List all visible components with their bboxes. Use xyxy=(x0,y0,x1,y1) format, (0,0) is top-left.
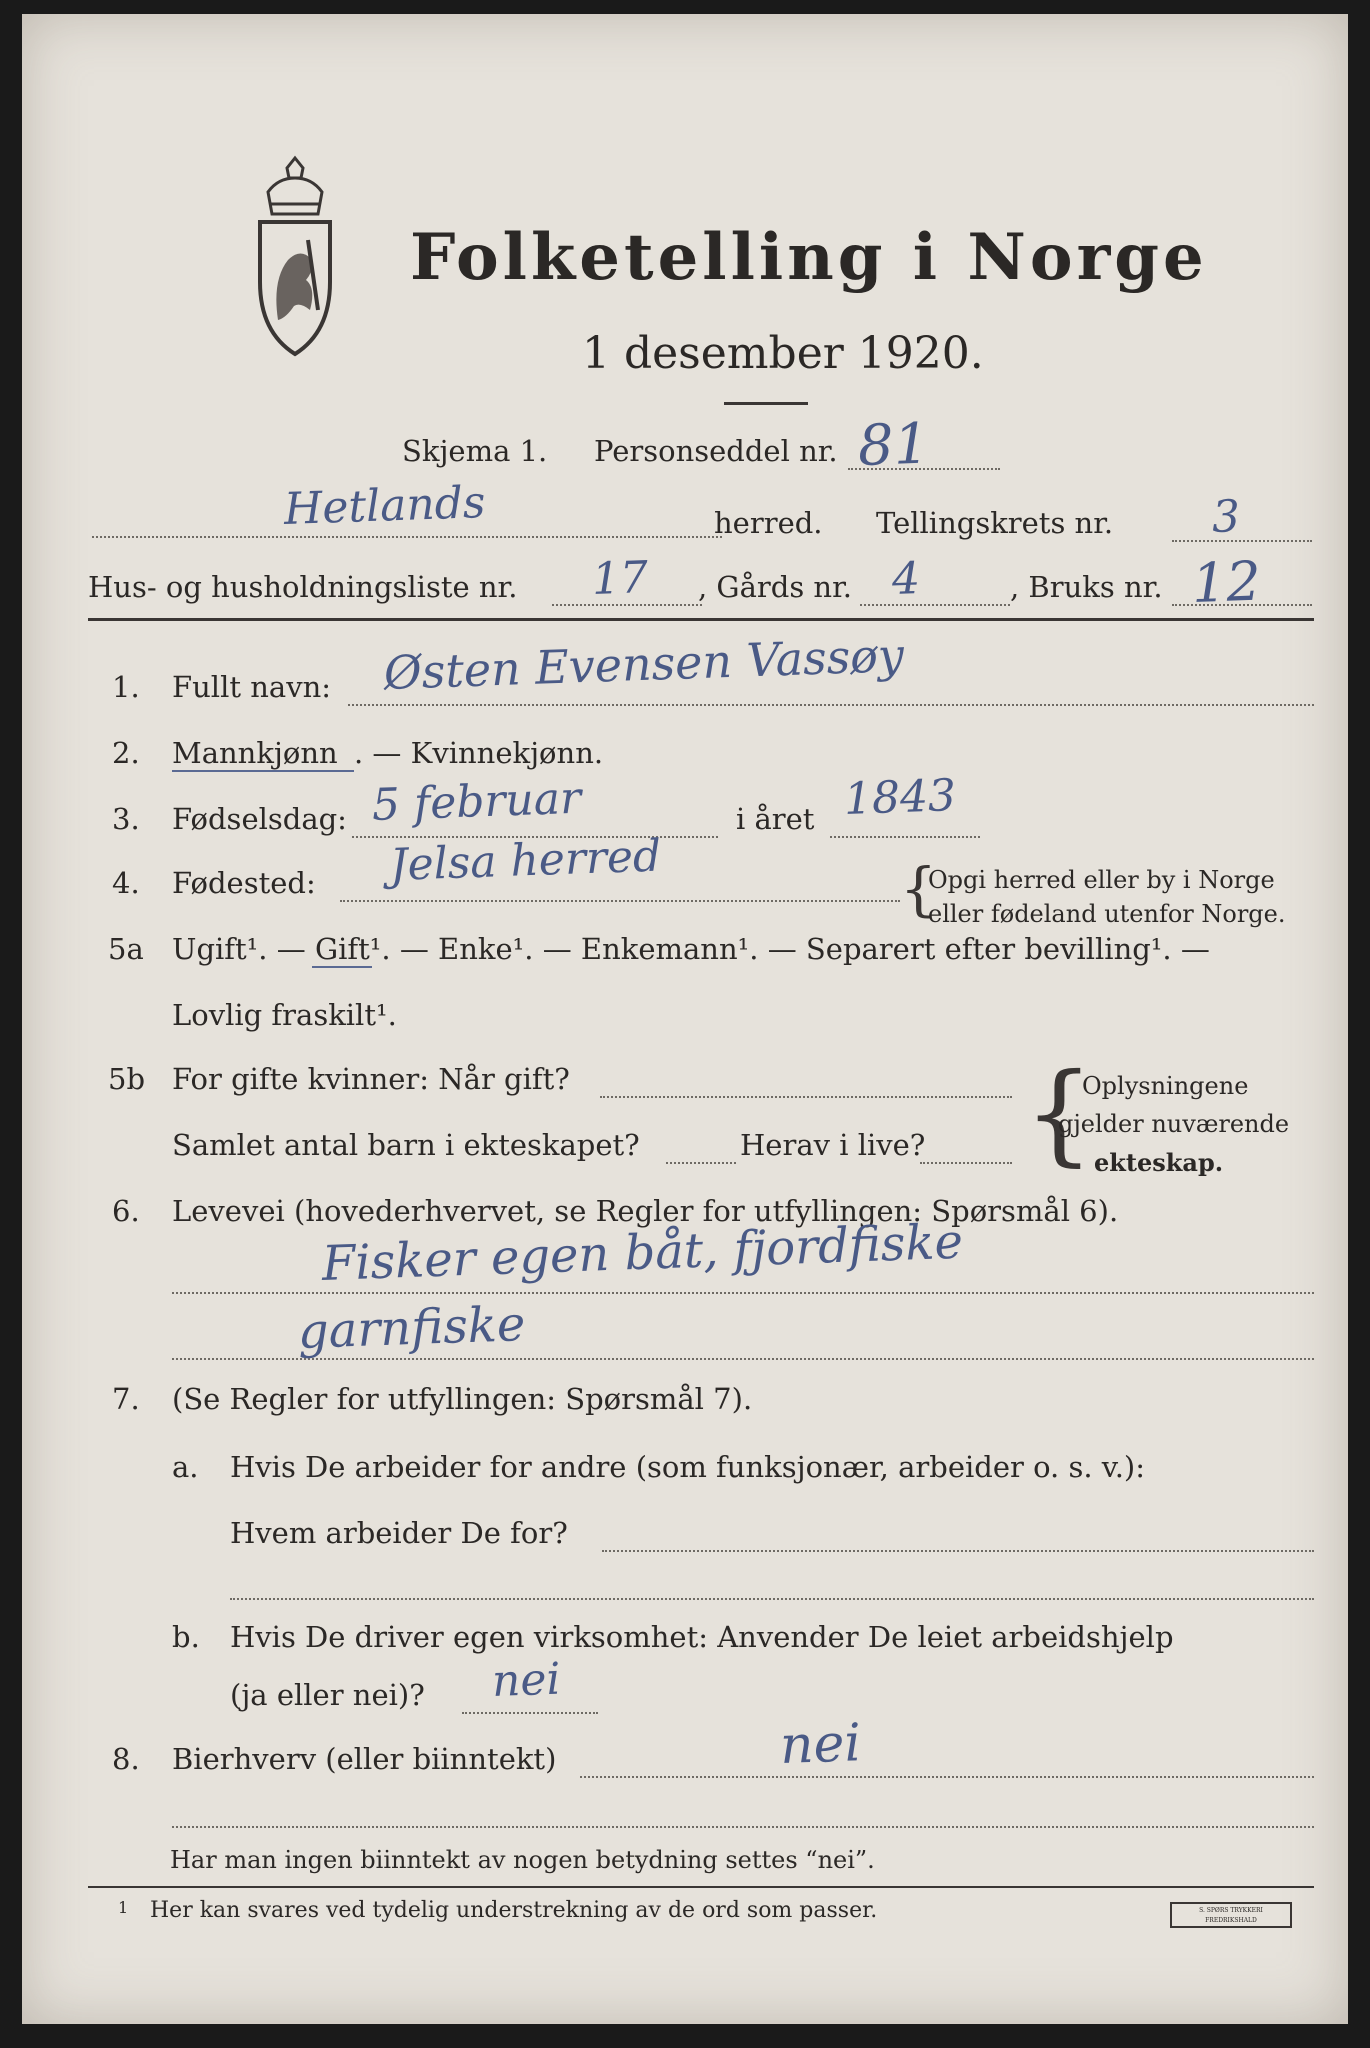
census-date: 1 desember 1920. xyxy=(582,328,984,379)
q5b-children-line xyxy=(666,1162,736,1164)
nei-instruction: Har man ingen biinntekt av nogen betydning settes “nei”. xyxy=(170,1846,875,1874)
q3-birthday-value: 5 februar xyxy=(371,772,582,831)
q7-label: (Se Regler for utfyllingen: Spørsmål 7). xyxy=(172,1382,753,1416)
gards-label: , Gårds nr. xyxy=(698,570,852,604)
census-form-sheet xyxy=(22,14,1348,2024)
footer-rule xyxy=(88,1886,1314,1888)
q1-label: Fullt navn: xyxy=(172,670,332,704)
q7b-letter: b. xyxy=(172,1620,200,1654)
norwegian-coat-of-arms-icon xyxy=(248,150,342,368)
q8-value: nei xyxy=(778,1713,862,1776)
q5b-note-line1: Oplysningene xyxy=(1082,1072,1249,1100)
q5b-number: 5b xyxy=(108,1062,146,1096)
q5b-married-when: For gifte kvinner: Når gift? xyxy=(172,1062,570,1096)
q7a-question: Hvis De arbeider for andre (som funksjonær, arbeider o. s. v.): xyxy=(230,1450,1146,1484)
q7b-line xyxy=(462,1712,598,1714)
q7b-question: Hvis De driver egen virksomhet: Anvender De leiet arbeidshjelp xyxy=(230,1620,1174,1654)
schema-label: Skjema 1. xyxy=(402,434,548,468)
title-divider xyxy=(724,402,808,405)
q7a-employer-label: Hvem arbeider De for? xyxy=(230,1516,568,1550)
q5a-gift-underline xyxy=(312,966,372,968)
q1-name-value: Østen Evensen Vassøy xyxy=(383,627,905,700)
herred-label: herred. xyxy=(714,506,823,540)
q2-male-underline xyxy=(172,770,354,772)
q5b-children-total: Samlet antal barn i ekteskapet? xyxy=(172,1128,640,1162)
footnote-text: Her kan svares ved tydelig understrekning av de ord som passer. xyxy=(150,1898,878,1923)
q4-line xyxy=(340,900,900,902)
krets-line xyxy=(1172,540,1312,542)
q2-female: . — Kvinnekjønn. xyxy=(354,736,604,770)
q5a-options-cont: Lovlig fraskilt¹. xyxy=(172,998,397,1032)
q7a-letter: a. xyxy=(172,1450,199,1484)
q4-label: Fødested: xyxy=(172,866,316,900)
q8-line xyxy=(580,1776,1314,1778)
q2-number: 2. xyxy=(112,736,140,770)
q8-label: Bierhverv (eller biinntekt) xyxy=(172,1742,557,1776)
herred-line xyxy=(92,536,722,538)
person-number-value: 81 xyxy=(856,411,931,479)
q7b-value: nei xyxy=(491,1653,562,1707)
q1-line xyxy=(348,704,1314,706)
q5b-alive-line xyxy=(920,1162,1012,1164)
bruks-label: , Bruks nr. xyxy=(1010,570,1163,604)
q6-label: Levevei (hovederhvervet, se Regler for utfyllingen: Spørsmål 6). xyxy=(172,1194,1119,1228)
q5b-note-line2: gjelder nuværende xyxy=(1058,1110,1290,1138)
q2-male: Mannkjønn xyxy=(172,736,338,770)
q7-number: 7. xyxy=(112,1382,140,1416)
printer-stamp xyxy=(1170,1902,1292,1928)
q5a-options: Ugift¹. — Gift¹. — Enke¹. — Enkemann¹. — Separert efter bevilling¹. — xyxy=(172,932,1210,966)
q3-number: 3. xyxy=(112,802,140,836)
q6-occupation-value1: Fisker egen båt, fjordfiske xyxy=(321,1213,964,1292)
q5a-number: 5a xyxy=(108,932,144,966)
q7a-extra-line xyxy=(230,1598,1314,1600)
person-number-label: Personseddel nr. xyxy=(594,434,838,468)
printer-stamp-text: S. SPØRS TRYKKERI FREDRIKSHALD xyxy=(1199,1907,1263,1924)
q6-line1 xyxy=(172,1292,1314,1294)
q3-year-line xyxy=(830,836,980,838)
q4-note-line1: Opgi herred eller by i Norge xyxy=(928,866,1275,894)
q5b-married-line xyxy=(600,1096,1012,1098)
krets-value: 3 xyxy=(1211,491,1241,543)
household-list-value: 17 xyxy=(591,552,649,605)
footnote-mark: 1 xyxy=(118,1898,129,1917)
q3-year-label: i året xyxy=(736,802,815,836)
q5b-note-brace: { xyxy=(1024,1049,1094,1177)
q3-year-value: 1843 xyxy=(843,770,957,825)
bruks-value: 12 xyxy=(1190,549,1262,615)
q5b-note-line3: ekteskap. xyxy=(1094,1148,1224,1177)
q4-note-line2: eller fødeland utenfor Norge. xyxy=(928,900,1286,928)
header-rule xyxy=(88,618,1314,621)
q6-number: 6. xyxy=(112,1194,140,1228)
krets-label: Tellingskrets nr. xyxy=(876,506,1114,540)
q7b-yes-no-label: (ja eller nei)? xyxy=(230,1678,425,1712)
q4-note-brace: { xyxy=(900,855,937,923)
q1-number: 1. xyxy=(112,670,140,704)
q6-occupation-value2: garnfiske xyxy=(297,1296,527,1360)
herred-value: Hetlands xyxy=(283,476,487,535)
q8-extra-line xyxy=(172,1826,1314,1828)
household-list-label: Hus- og husholdningsliste nr. xyxy=(88,570,518,604)
gards-line xyxy=(860,604,1010,606)
q4-number: 4. xyxy=(112,866,140,900)
q4-birthplace-value: Jelsa herred xyxy=(389,830,662,891)
gards-value: 4 xyxy=(891,553,921,605)
q3-label: Fødselsdag: xyxy=(172,802,347,836)
household-list-line xyxy=(552,604,702,606)
q7a-employer-line xyxy=(602,1550,1314,1552)
q8-number: 8. xyxy=(112,1742,140,1776)
q5b-children-alive: Herav i live? xyxy=(740,1128,926,1162)
form-title: Folketelling i Norge xyxy=(410,220,1208,295)
